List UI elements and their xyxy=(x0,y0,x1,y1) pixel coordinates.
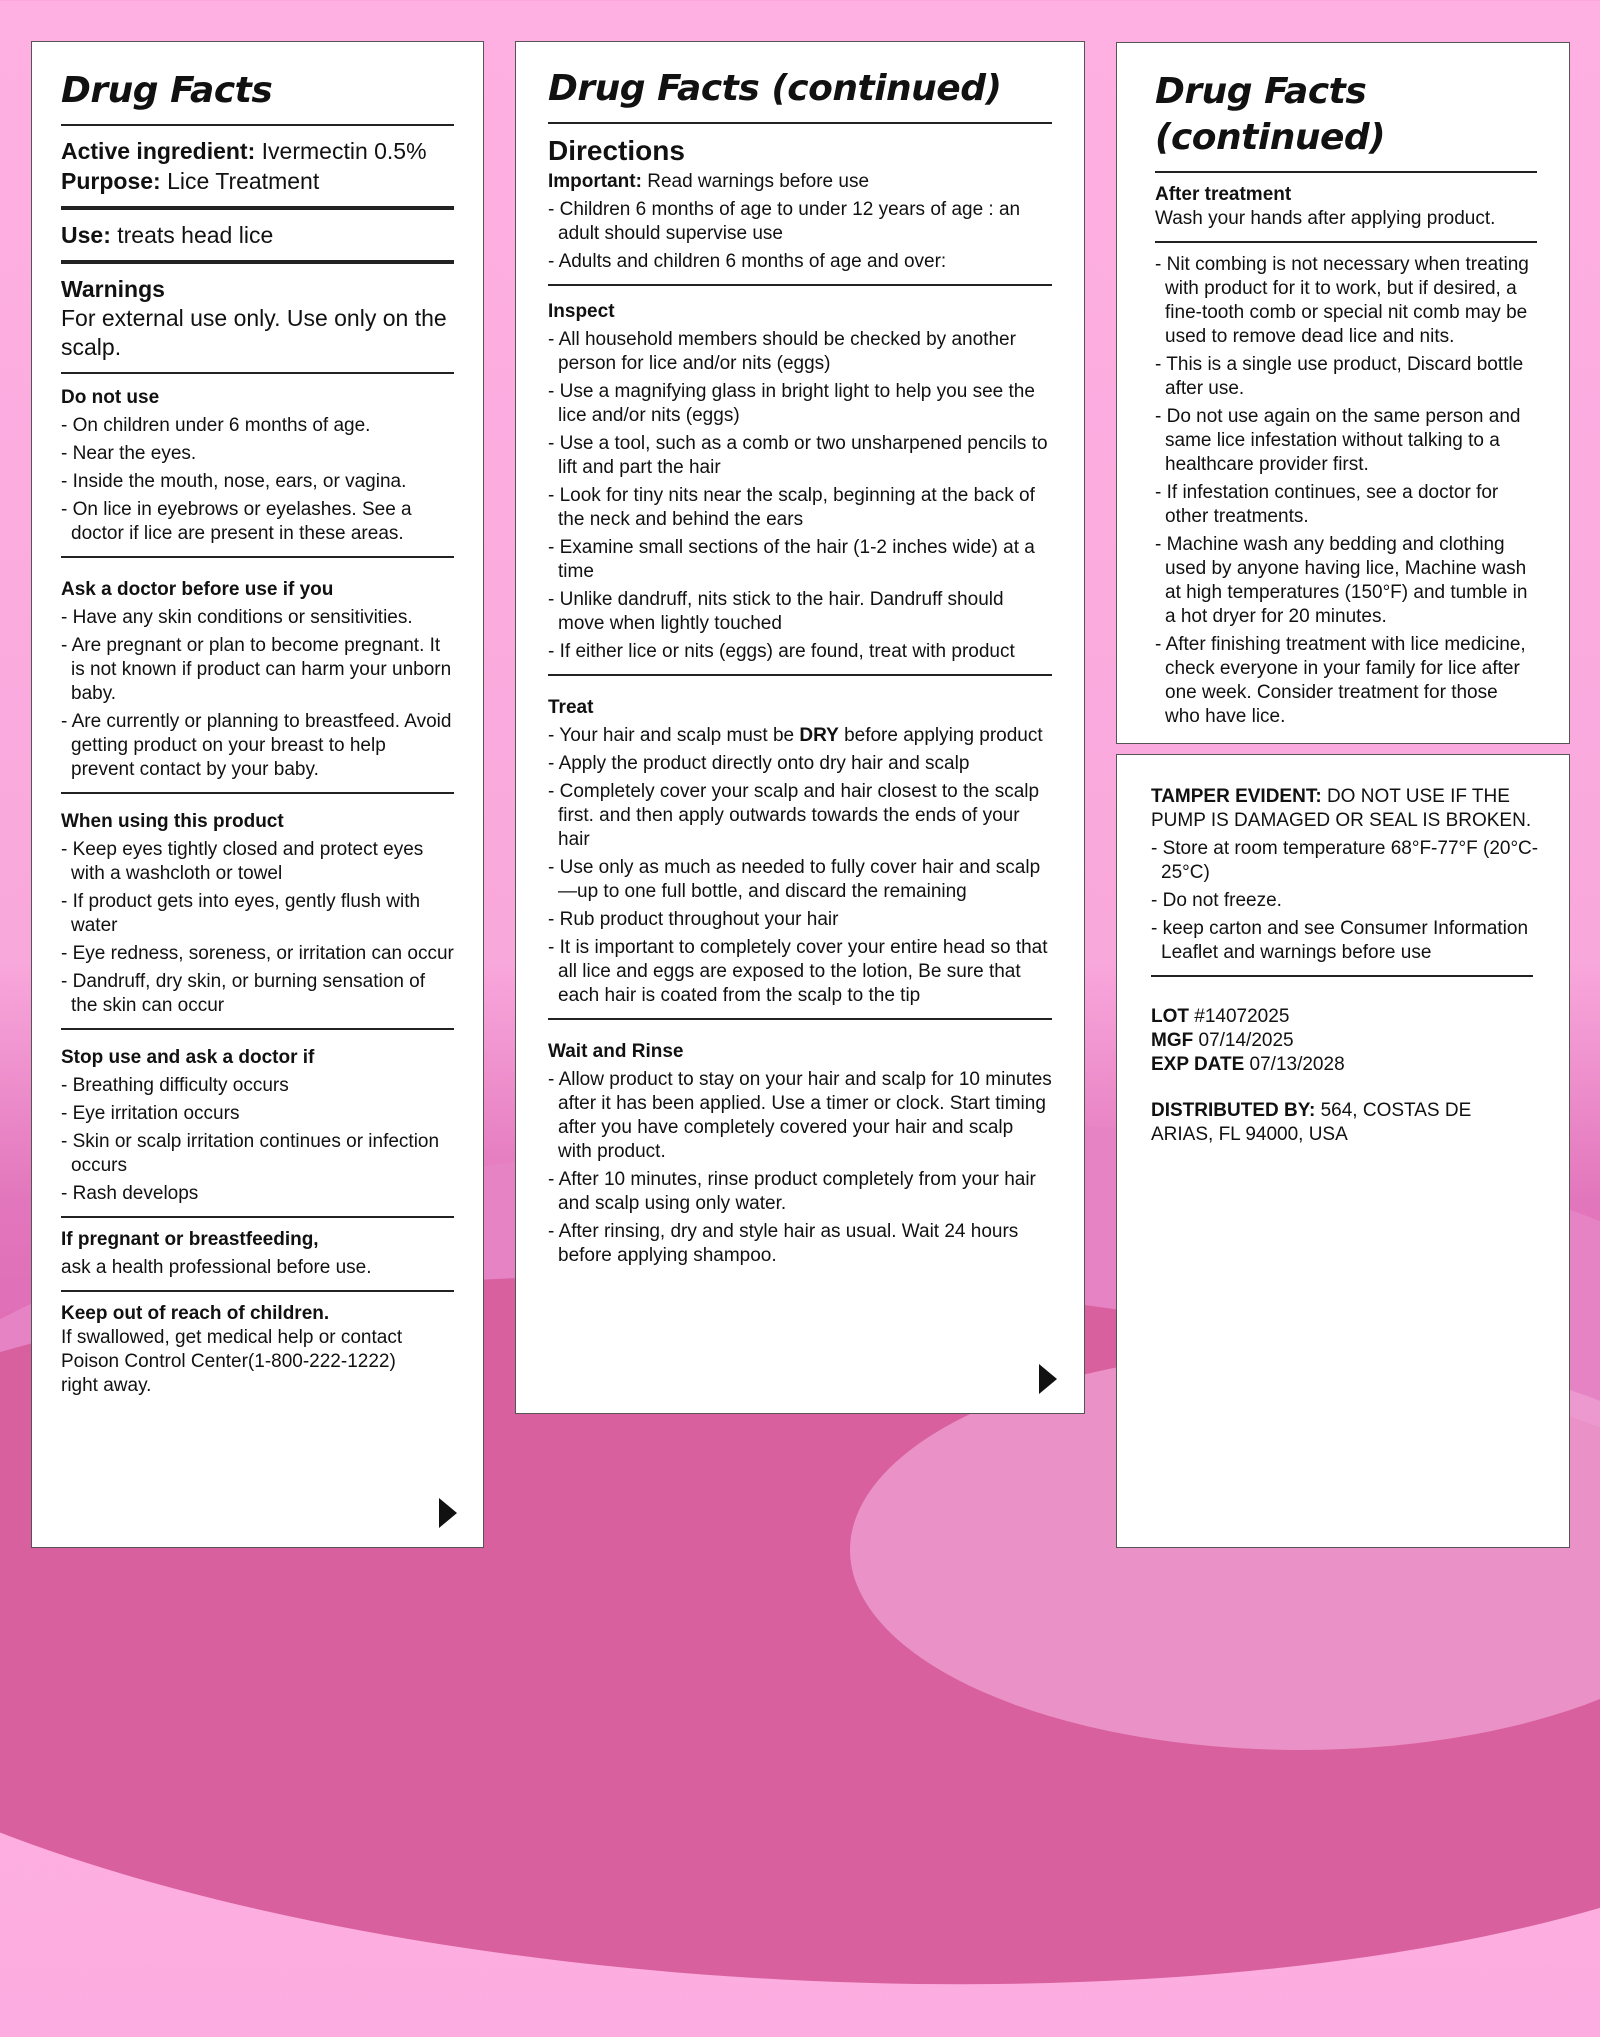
directions-heading: Directions xyxy=(548,135,685,166)
list-item: - Adults and children 6 months of age and over: xyxy=(548,250,1052,274)
panel-title: Drug Facts (continued) xyxy=(548,68,1002,109)
after-treatment-text: Wash your hands after applying product. xyxy=(1155,208,1496,229)
list-item: - Keep eyes tightly closed and protect eyes with a washcloth or towel xyxy=(61,838,454,886)
treat-list-continued xyxy=(548,752,1052,1008)
stop-use-heading: Stop use and ask a doctor if xyxy=(61,1047,315,1068)
list-item: - If either lice or nits (eggs) are found, treat with product xyxy=(548,640,1052,664)
directions-list xyxy=(548,198,1052,274)
divider xyxy=(61,1290,454,1292)
manufacture-date: MGF 07/14/2025 xyxy=(1151,1030,1294,1051)
wait-rinse-heading: Wait and Rinse xyxy=(548,1041,684,1062)
keep-out-text: If swallowed, get medical help or contact Poison Control Center(1-800-222-1222) right away. xyxy=(61,1327,403,1396)
pregnant-heading: If pregnant or breastfeeding, xyxy=(61,1229,319,1250)
list-item: - All household members should be checked by another person for lice and/or nits (eggs) xyxy=(548,328,1052,376)
divider xyxy=(61,792,454,794)
divider xyxy=(61,556,454,558)
list-item: - Are currently or planning to breastfeed. Avoid getting product on your breast to help prevent contact by your baby. xyxy=(61,710,454,782)
wait-rinse-list xyxy=(548,1068,1052,1268)
next-arrow-icon xyxy=(1039,1364,1057,1394)
list-item: - Are pregnant or plan to become pregnant. It is not known if product can harm your unborn baby. xyxy=(61,634,454,706)
list-item: - If product gets into eyes, gently flush with water xyxy=(61,890,454,938)
active-ingredient: Active ingredient: Ivermectin 0.5% xyxy=(61,138,427,164)
inspect-heading: Inspect xyxy=(548,301,615,322)
after-treatment-heading: After treatment xyxy=(1155,184,1292,205)
list-item: - Children 6 months of age to under 12 years of age : an adult should supervise use xyxy=(548,198,1052,246)
list-item: - After 10 minutes, rinse product completely from your hair and scalp using only water. xyxy=(548,1168,1052,1216)
list-item: - Rub product throughout your hair xyxy=(548,908,1052,932)
divider xyxy=(1151,975,1533,977)
list-item: - Use a magnifying glass in bright light to help you see the lice and/or nits (eggs) xyxy=(548,380,1052,428)
drug-facts-panel-1 xyxy=(31,41,484,1548)
lot-number: LOT #14072025 xyxy=(1151,1006,1290,1027)
list-item: - Near the eyes. xyxy=(61,442,454,466)
list-item: - If infestation continues, see a doctor for other treatments. xyxy=(1155,481,1537,529)
pregnant-text: ask a health professional before use. xyxy=(61,1257,372,1278)
inspect-list xyxy=(548,328,1052,664)
ask-doctor-heading: Ask a doctor before use if you xyxy=(61,579,334,600)
divider xyxy=(548,284,1052,286)
divider xyxy=(61,372,454,374)
storage-info-panel xyxy=(1116,754,1570,1548)
list-item: - Your hair and scalp must be DRY before applying product xyxy=(548,724,1052,748)
purpose: Purpose: Lice Treatment xyxy=(61,168,320,194)
divider xyxy=(548,122,1052,124)
list-item: - Use a tool, such as a comb or two unsharpened pencils to lift and part the hair xyxy=(548,432,1052,480)
do-not-use-heading: Do not use xyxy=(61,387,160,408)
drug-facts-panel-3 xyxy=(1116,42,1570,744)
when-using-heading: When using this product xyxy=(61,811,284,832)
divider xyxy=(61,124,454,126)
list-item: - Look for tiny nits near the scalp, beginning at the back of the neck and behind the ears xyxy=(548,484,1052,532)
list-item: - Allow product to stay on your hair and scalp for 10 minutes after it has been applied. Use a timer or clock. Start timing after you have completely covered your hair and scalp with product. xyxy=(548,1068,1052,1164)
distributor: DISTRIBUTED BY: 564, COSTAS DE ARIAS, FL 94000, USA xyxy=(1151,1100,1472,1145)
divider xyxy=(548,674,1052,676)
list-item: - keep carton and see Consumer Information Leaflet and warnings before use xyxy=(1151,917,1553,965)
next-arrow-icon xyxy=(439,1498,457,1528)
divider xyxy=(1155,241,1537,243)
list-item: - Apply the product directly onto dry hair and scalp xyxy=(548,752,1052,776)
list-item: - Examine small sections of the hair (1-2 inches wide) at a time xyxy=(548,536,1052,584)
divider xyxy=(61,1028,454,1030)
keep-out-heading: Keep out of reach of children. xyxy=(61,1303,330,1324)
list-item: - It is important to completely cover your entire head so that all lice and eggs are exposed to the lotion, Be sure that each hair is coated from the scalp to the tip xyxy=(548,936,1052,1008)
list-item: - Dandruff, dry skin, or burning sensation of the skin can occur xyxy=(61,970,454,1018)
list-item: - Nit combing is not necessary when treating with product for it to work, but if desired, a fine-tooth comb or special nit comb may be used to remove dead lice and nits. xyxy=(1155,253,1537,349)
list-item: - Machine wash any bedding and clothing used by anyone having lice, Machine wash at high temperatures (150°F) and tumble in a hot dryer for 20 minutes. xyxy=(1155,533,1537,629)
list-item: - Do not freeze. xyxy=(1151,889,1553,913)
ask-doctor-list xyxy=(61,606,454,782)
list-item: - This is a single use product, Discard bottle after use. xyxy=(1155,353,1537,401)
stop-use-list xyxy=(61,1074,454,1206)
treat-list xyxy=(548,724,1052,748)
list-item: - After rinsing, dry and style hair as usual. Wait 24 hours before applying shampoo. xyxy=(548,1220,1052,1268)
list-item: - Completely cover your scalp and hair closest to the scalp first. and then apply outwards towards the ends of your hair xyxy=(548,780,1052,852)
expiry-date: EXP DATE 07/13/2028 xyxy=(1151,1054,1345,1075)
list-item: - Do not use again on the same person and same lice infestation without talking to a healthcare provider first. xyxy=(1155,405,1537,477)
list-item: - Inside the mouth, nose, ears, or vagina. xyxy=(61,470,454,494)
divider xyxy=(548,1018,1052,1020)
list-item: - Breathing difficulty occurs xyxy=(61,1074,454,1098)
tamper-evident-notice: TAMPER EVIDENT: DO NOT USE IF THE PUMP IS DAMAGED OR SEAL IS BROKEN. xyxy=(1151,786,1532,831)
warnings-heading: Warnings xyxy=(61,276,165,302)
when-using-list xyxy=(61,838,454,1018)
list-item: - On lice in eyebrows or eyelashes. See a doctor if lice are present in these areas. xyxy=(61,498,454,546)
do-not-use-list xyxy=(61,414,454,546)
panel-title: Drug Facts xyxy=(61,70,273,111)
treat-heading: Treat xyxy=(548,697,594,718)
divider xyxy=(61,260,454,264)
divider xyxy=(1155,171,1537,173)
list-item: - Eye irritation occurs xyxy=(61,1102,454,1126)
warnings-text: For external use only. Use only on the scalp. xyxy=(61,305,447,360)
list-item: - Unlike dandruff, nits stick to the hair. Dandruff should move when lightly touched xyxy=(548,588,1052,636)
list-item: - Have any skin conditions or sensitivities. xyxy=(61,606,454,630)
list-item: - Use only as much as needed to fully cover hair and scalp—up to one full bottle, and discard the remaining xyxy=(548,856,1052,904)
list-item: - Rash develops xyxy=(61,1182,454,1206)
divider xyxy=(61,206,454,210)
list-item: - Eye redness, soreness, or irritation can occur xyxy=(61,942,454,966)
list-item: - On children under 6 months of age. xyxy=(61,414,454,438)
list-item: - After finishing treatment with lice medicine, check everyone in your family for lice after one week. Consider treatment for those who have lice. xyxy=(1155,633,1537,729)
storage-list xyxy=(1151,837,1553,965)
important-note: Important: Read warnings before use xyxy=(548,171,870,192)
list-item: - Store at room temperature 68°F-77°F (20°C-25°C) xyxy=(1151,837,1553,885)
after-treatment-list xyxy=(1155,253,1537,729)
use: Use: treats head lice xyxy=(61,222,274,248)
panel-title: Drug Facts (continued) xyxy=(1155,71,1386,158)
drug-facts-panel-2 xyxy=(515,41,1085,1414)
divider xyxy=(61,1216,454,1218)
list-item: - Skin or scalp irritation continues or infection occurs xyxy=(61,1130,454,1178)
